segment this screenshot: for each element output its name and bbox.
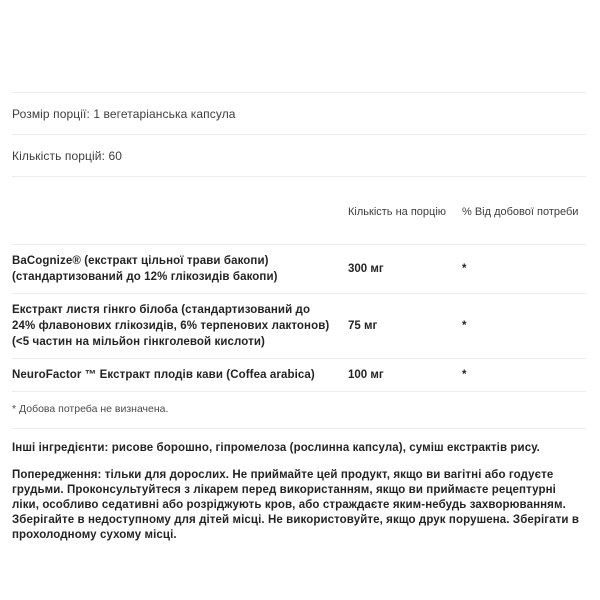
table-header-spacer (12, 206, 348, 218)
table-row (12, 244, 586, 293)
ingredient-amount: 75 мг (348, 320, 378, 332)
ingredient-name: NeuroFactor ™ Екстракт плодів кави (Coffea arabica) (12, 369, 315, 381)
table-header-daily-value: % Від добової потреби (462, 206, 579, 218)
divider (12, 176, 586, 177)
warnings-text: Попередження: тільки для дорослих. Не приймайте цей продукт, якщо ви вагітні або годуєте грудьми. Проконсультуйтеся з лікарем перед використанням, якщо ви приймаєте рецептурні ліки, особливо седативні або розріджують кров, або страждаєте яким-небудь захворюванням. Зберігайте в недоступному для дітей місці. Не використовуйте, якщо друк порушена. Зберігати в прохолодному сухому місці. (12, 469, 580, 541)
ingredient-amount: 300 мг (348, 263, 384, 275)
ingredient-name: Екстракт листя гінкго білоба (стандартизований до 24% флавонових глікозидів, 6% терпенових лактонов) (<5 частин на мільйон гінкголевой кислоти) (12, 304, 330, 348)
divider (12, 428, 586, 429)
servings-count-line: Кількість порцій: 60 (12, 149, 123, 163)
top-spacer (12, 0, 586, 92)
ingredient-daily-value: * (462, 320, 467, 332)
table-row (12, 358, 586, 391)
table-row (12, 293, 586, 358)
ingredient-name: BaCognize® (екстракт цільної трави бакопи) (стандартизований до 12% глікозидів бакопи) (12, 255, 278, 283)
daily-value-footnote: * Добова потреба не визначена. (12, 403, 169, 415)
ingredient-daily-value: * (462, 369, 467, 381)
table-header-amount: Кількість на порцію (348, 206, 447, 218)
ingredient-amount: 100 мг (348, 369, 384, 381)
ingredient-daily-value: * (462, 263, 467, 275)
serving-size-line: Розмір порції: 1 вегетаріанська капсула (12, 107, 236, 121)
other-ingredients-text: Інші інгредієнти: рисове борошно, гіпромелоза (рослинна капсула), суміш екстрактів рису. (12, 442, 540, 454)
table-header-row (12, 206, 586, 244)
